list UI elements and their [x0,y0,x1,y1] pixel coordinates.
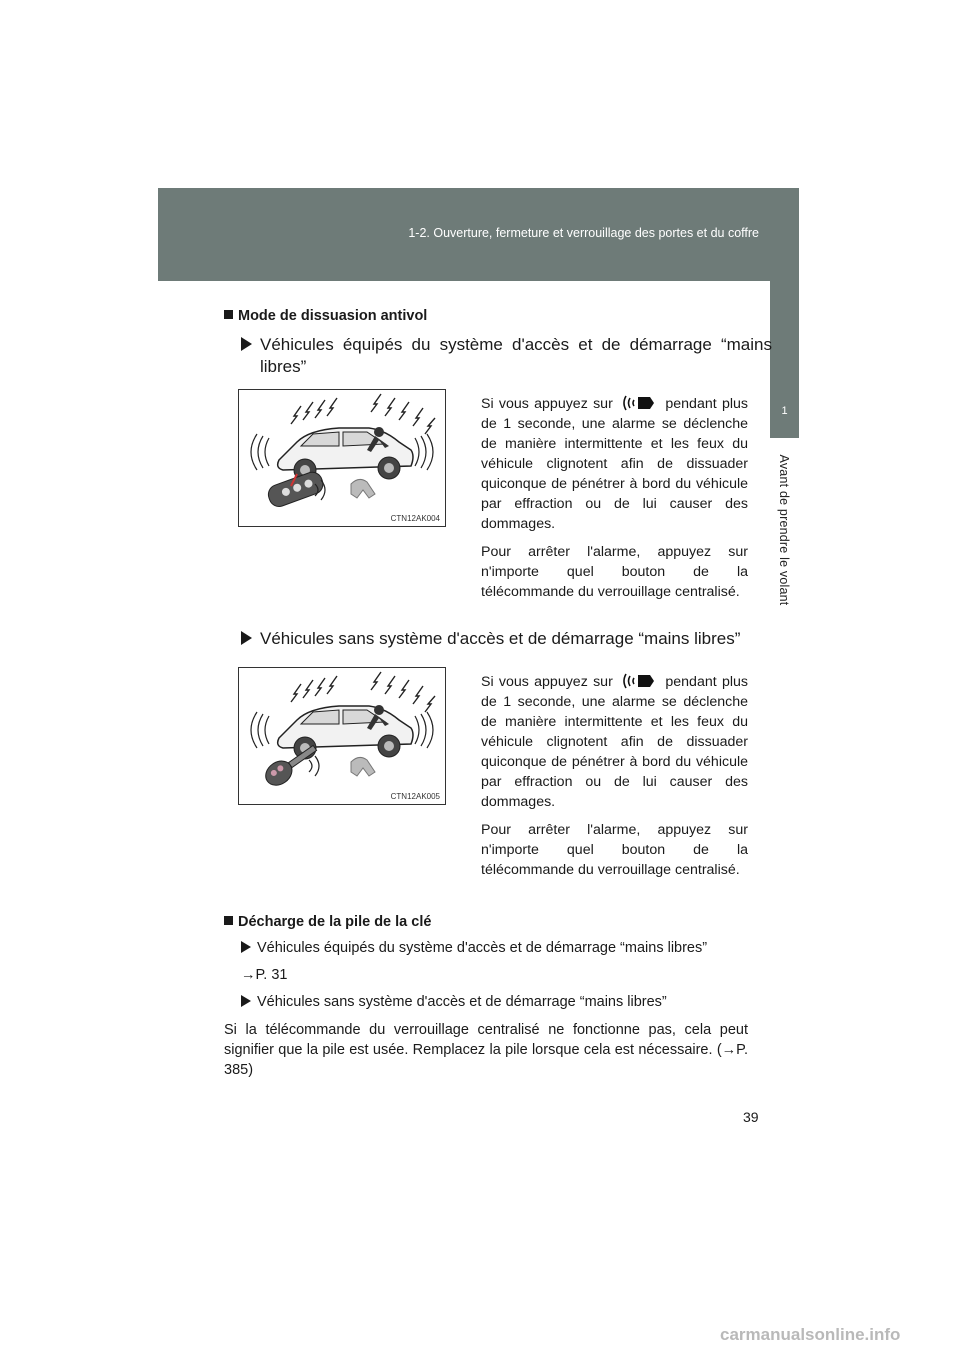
description-stop-alarm: Pour arrêter l'alarme, appuyez sur n'importe quel bouton de la télécommande du verrouillage centralisé. [481,822,748,878]
battery-body-text: Si la télécommande du verrouillage centralisé ne fonctionne pas, cela peut signifier que la pile est usée. Remplacez la pile lorsque cela est nécessaire. (→P. 385) [224,1022,748,1078]
page-number: 39 [743,1109,759,1125]
triangle-bullet-icon [241,995,251,1007]
side-tab-label: Avant de prendre le volant [777,454,791,606]
triangle-bullet-icon [241,337,252,351]
description-stop-alarm: Pour arrêter l'alarme, appuyez sur n'importe quel bouton de la télécommande du verrouillage centralisé. [481,544,748,600]
watermark: carmanualsonline.info [720,1325,901,1344]
panic-button-icon [622,394,656,412]
square-bullet-icon [224,310,233,319]
bullet-smart-key-battery: Véhicules équipés du système d'accès et de démarrage “mains libres” [241,940,707,956]
car-alarm-illustration [239,668,445,804]
section-heading-theft-deterrent: Mode de dissuasion antivol [224,308,427,324]
square-bullet-icon [224,916,233,925]
triangle-bullet-icon [241,631,252,645]
chapter-header [158,188,799,281]
figure-code: CTN12AK004 [390,514,440,523]
bullet-non-smart-key-vehicles: Véhicules sans système d'accès et de démarrage “mains libres” [241,628,740,650]
triangle-bullet-icon [241,941,251,953]
section-heading-battery: Décharge de la pile de la clé [224,914,431,930]
chapter-title: 1-2. Ouverture, fermeture et verrouillage des portes et du coffre [408,226,759,240]
car-alarm-illustration [239,390,445,526]
page-reference-31[interactable]: →P. 31 [241,967,288,983]
description-smart-key: Si vous appuyez sur pendant plus de 1 seconde, une alarme se déclenche de manière intermittente et les feux du véhicule clignotent afin de dissuader quiconque de pénétrer à bord du véhicule par effraction ou de lui causer des dommages. Pour arrêter l'alarme, appuyez sur n'importe quel bouton de la télécommande du verrouillage centralisé. [481,396,748,600]
side-tab [770,188,799,438]
panic-button-icon [622,672,656,690]
bullet-smart-key-vehicles: Véhicules équipés du système d'accès et de démarrage “mains libres” [241,334,772,378]
figure-code: CTN12AK005 [390,792,440,801]
figure-alarm-key [238,667,446,805]
description-non-smart-key: Si vous appuyez sur pendant plus de 1 seconde, une alarme se déclenche de manière intermittente et les feux du véhicule clignotent afin de dissuader quiconque de pénétrer à bord du véhicule par effraction ou de lui causer des dommages. Pour arrêter l'alarme, appuyez sur n'importe quel bouton de la télécommande du verrouillage centralisé. [481,674,748,878]
side-tab-number: 1 [781,405,788,417]
figure-alarm-smart-key [238,389,446,527]
bullet-non-smart-key-battery: Véhicules sans système d'accès et de démarrage “mains libres” [241,994,667,1010]
